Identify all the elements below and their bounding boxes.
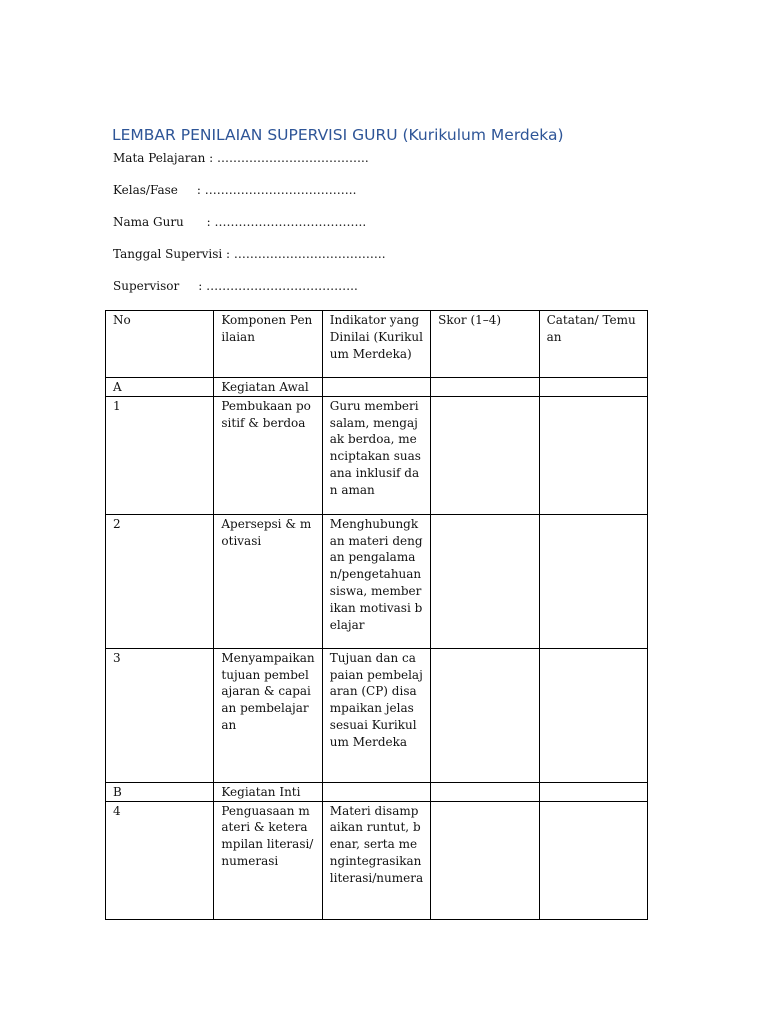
document-title: LEMBAR PENILAIAN SUPERVISI GURU (Kurikulum Merdeka) [112, 126, 564, 144]
cell-skor [431, 396, 539, 514]
cell-skor [431, 378, 539, 397]
cell-no: 4 [106, 801, 214, 919]
cell-no: A [106, 378, 214, 397]
cell-komponen: Kegiatan Awal [214, 378, 322, 397]
cell-catatan [539, 514, 647, 648]
cell-catatan [539, 378, 647, 397]
cell-komponen: Menyampaikan tujuan pembelajaran & capaian pembelajaran [214, 648, 322, 782]
field-kelas-fase: Kelas/Fase : ……………………………….. [113, 183, 357, 197]
cell-komponen: Apersepsi & motivasi [214, 514, 322, 648]
header-skor: Skor (1–4) [431, 311, 539, 378]
cell-indikator: Guru memberi salam, mengajak berdoa, menciptakan suasana inklusif dan aman [322, 396, 430, 514]
table-row [106, 801, 648, 919]
table-row [106, 396, 648, 514]
field-tanggal-supervisi: Tanggal Supervisi : ……………………………….. [113, 247, 386, 261]
cell-komponen: Kegiatan Inti [214, 782, 322, 801]
cell-no: 3 [106, 648, 214, 782]
cell-catatan [539, 782, 647, 801]
cell-indikator: Materi disampaikan runtut, benar, serta mengintegrasikan literasi/numera [322, 801, 430, 919]
cell-no: B [106, 782, 214, 801]
assessment-table [105, 310, 648, 920]
cell-komponen: Pembukaan positif & berdoa [214, 396, 322, 514]
cell-catatan [539, 801, 647, 919]
cell-komponen: Penguasaan materi & keterampilan literasi/numerasi [214, 801, 322, 919]
cell-indikator: Tujuan dan capaian pembelajaran (CP) disampaikan jelas sesuai Kurikulum Merdeka [322, 648, 430, 782]
cell-skor [431, 648, 539, 782]
table-row [106, 514, 648, 648]
header-no: No [106, 311, 214, 378]
cell-indikator [322, 378, 430, 397]
cell-indikator [322, 782, 430, 801]
field-supervisor: Supervisor : ……………………………….. [113, 279, 358, 293]
header-indikator: Indikator yang Dinilai (Kurikulum Merdeka) [322, 311, 430, 378]
cell-skor [431, 801, 539, 919]
table-header-row [106, 311, 648, 378]
field-mata-pelajaran: Mata Pelajaran : ……………………………….. [113, 151, 369, 165]
table-row [106, 648, 648, 782]
table-row [106, 782, 648, 801]
header-catatan: Catatan/ Temuan [539, 311, 647, 378]
field-nama-guru: Nama Guru : ……………………………….. [113, 215, 367, 229]
table-row [106, 378, 648, 397]
cell-catatan [539, 396, 647, 514]
cell-no: 2 [106, 514, 214, 648]
cell-skor [431, 782, 539, 801]
cell-indikator: Menghubungkan materi dengan pengalaman/pengetahuan siswa, memberikan motivasi belajar [322, 514, 430, 648]
cell-skor [431, 514, 539, 648]
cell-no: 1 [106, 396, 214, 514]
header-komponen: Komponen Penilaian [214, 311, 322, 378]
cell-catatan [539, 648, 647, 782]
